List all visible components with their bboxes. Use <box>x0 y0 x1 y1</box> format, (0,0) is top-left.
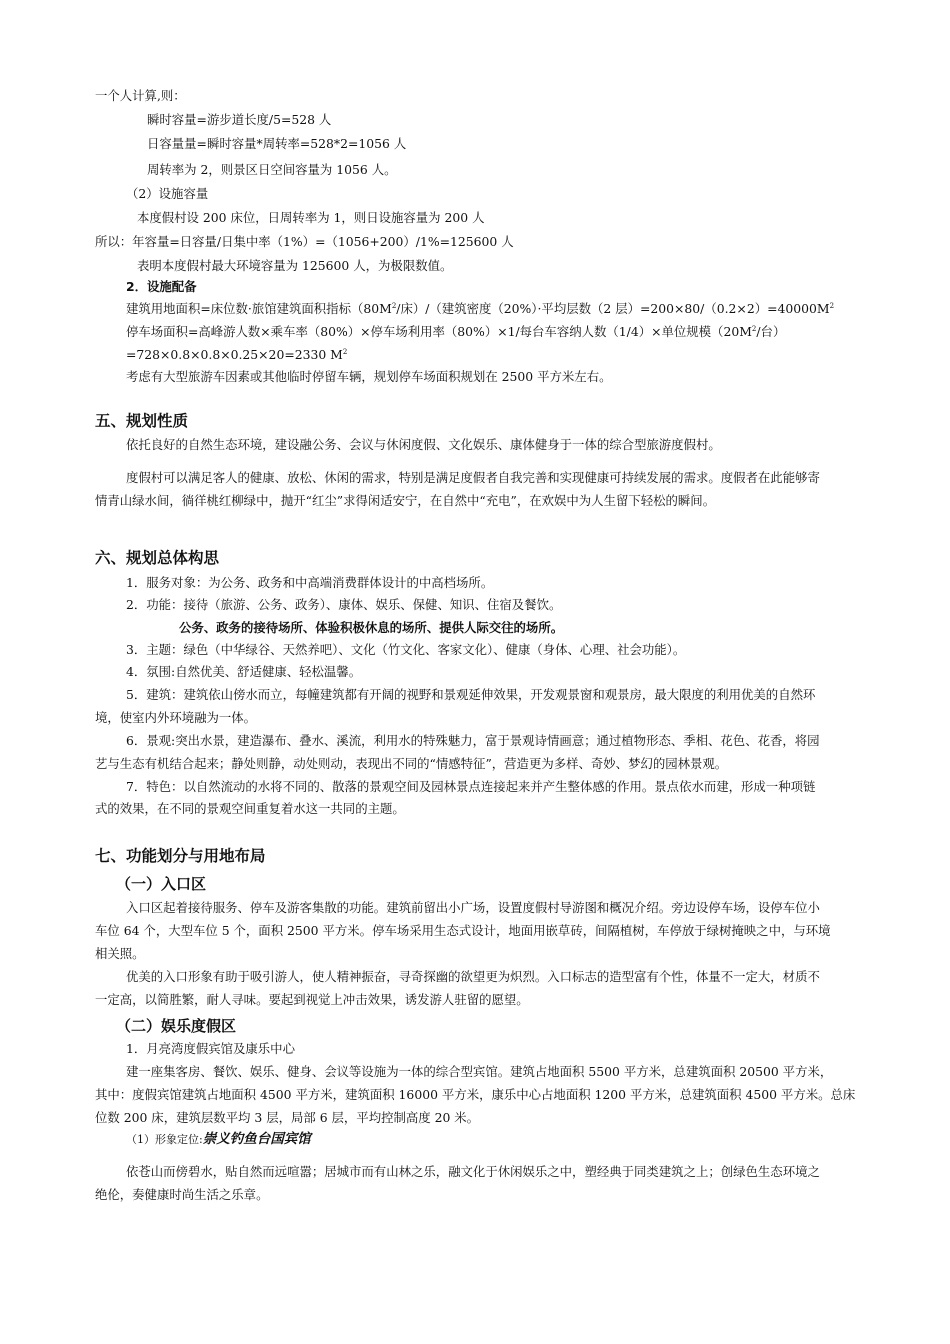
text-line: 周转率为 2，则景区日空间容量为 1056 人。 <box>147 162 397 177</box>
formula-text: /床）/（建筑密度（20%）·平均层数（2 层）=200×80/（0.2×2）=40000M <box>396 301 830 316</box>
text-line: 表明本度假村最大环境容量为 125600 人，为极限数值。 <box>137 258 453 273</box>
text-line: 建一座集客房、餐饮、娱乐、健身、会议等设施为一体的综合型宾馆。建筑占地面积 5500 平方米，总建筑面积 20500 平方米， <box>126 1064 833 1079</box>
text-line: 依托良好的自然生态环境，建设融公务、会议与休闲度假、文化娱乐、康体健身于一体的综合型旅游度假村。 <box>126 437 721 452</box>
superscript: 2 <box>751 324 757 333</box>
text-line: 依苍山而傍碧水，贴自然而远喧嚣；居城市而有山林之乐，融文化于休闲娱乐之中，塑经典于同类建筑之上；创绿色生态环境之 <box>126 1164 820 1179</box>
text-line: 5．建筑：建筑依山傍水而立，每幢建筑都有开阔的视野和景观延伸效果，开发观景窗和观景房，最大限度的利用优美的自然环 <box>126 687 816 702</box>
text-line: 度假村可以满足客人的健康、放松、休闲的需求，特别是满足度假者自我完善和实现健康可持续发展的需求。度假者在此能够寄 <box>126 470 820 485</box>
hotel-name: 崇义钓鱼台国宾馆 <box>202 1131 311 1147</box>
text-line: 瞬时容量=游步道长度/5=528 人 <box>147 112 332 127</box>
formula-line <box>126 324 785 340</box>
text-line: 境，使室内外环境融为一体。 <box>95 710 257 725</box>
subsection-heading: 2．设施配备 <box>126 279 197 294</box>
text-line: 7．特色：以自然流动的水将不同的、散落的景观空间及园林景点连接起来并产生整体感的作用。景点依水而建，形成一种项链 <box>126 779 816 794</box>
section-heading: 五、规划性质 <box>95 412 189 430</box>
text-line: 位数 200 床，建筑层数平均 3 层，局部 6 层，平均控制高度 20 米。 <box>95 1110 480 1125</box>
text-line: 入口区起着接待服务、停车及游客集散的功能。建筑前留出小广场，设置度假村导游图和概况介绍。旁边设停车场，设停车位小 <box>126 900 820 915</box>
superscript: 2 <box>342 347 348 356</box>
superscript: 2 <box>829 301 835 310</box>
text-line: 绝伦，奏健康时尚生活之乐章。 <box>95 1187 269 1202</box>
text-line: 一个人计算,则： <box>95 88 186 103</box>
section-heading: 六、规划总体构思 <box>95 549 220 567</box>
text-line: 相关照。 <box>95 946 145 961</box>
text-line: 艺与生态有机结合起来；静处则静，动处则动，表现出不同的“情感特征”，营造更为多样、奇妙、梦幻的园林景观。 <box>95 756 728 771</box>
text-line: 车位 64 个，大型车位 5 个，面积 2500 平方米。停车场采用生态式设计，地面用嵌草砖，间隔植树，车停放于绿树掩映之中，与环境 <box>95 923 831 938</box>
formula-text: 建筑用地面积=床位数·旅馆建筑面积指标（80M <box>126 301 392 316</box>
text-line: 日容量量=瞬时容量*周转率=528*2=1056 人 <box>147 136 407 151</box>
text-line: 其中：度假宾馆建筑占地面积 4500 平方米，建筑面积 16000 平方米，康乐中心占地面积 1200 平方米，总建筑面积 4500 平方米。总床 <box>95 1087 856 1102</box>
formula-line <box>126 347 347 363</box>
text-line: 所以：年容量=日容量/日集中率（1%）=（1056+200）/1%=125600 人 <box>95 234 514 249</box>
text-line: 1．月亮湾度假宾馆及康乐中心 <box>126 1041 295 1056</box>
text-line: 优美的入口形象有助于吸引游人，使人精神振奋，寻奇探幽的欲望更为炽烈。入口标志的造型富有个性，体量不一定大，材质不 <box>126 969 820 984</box>
text-line: 3．主题：绿色（中华绿谷、天然养吧）、文化（竹文化、客家文化）、健康（身体、心理、社会功能）。 <box>126 642 686 657</box>
text-line: 式的效果，在不同的景观空间重复着水这一共同的主题。 <box>95 801 405 816</box>
section-heading: 七、功能划分与用地布局 <box>95 847 266 865</box>
text-line: 4．氛围:自然优美、舒适健康、轻松温馨。 <box>126 664 362 679</box>
text-line: 考虑有大型旅游车因素或其他临时停留车辆，规划停车场面积规划在 2500 平方米左右。 <box>126 369 612 384</box>
formula-text: 停车场面积=高峰游人数×乘车率（80%）×停车场利用率（80%）×1/每台车容纳人数（1/4）×单位规模（20M <box>126 324 752 339</box>
text-line: 情青山绿水间，徜徉桃红柳绿中，抛开“红尘”求得闲适安宁，在自然中“充电”，在欢娱中为人生留下轻松的瞬间。 <box>95 493 716 508</box>
formula-line <box>126 301 834 317</box>
subsection-heading: （二）娱乐度假区 <box>116 1017 237 1035</box>
text-line: 本度假村设 200 床位，日周转率为 1，则日设施容量为 200 人 <box>137 210 485 225</box>
text-line: 一定高，以简胜繁，耐人寻味。要起到视觉上冲击效果，诱发游人驻留的愿望。 <box>95 992 529 1007</box>
subsection-heading: （一）入口区 <box>116 875 207 893</box>
text-line: 6．景观:突出水景，建造瀑布、叠水、溪流，利用水的特殊魅力，富于景观诗情画意；通过植物形态、季相、花色、花香，将园 <box>126 733 820 748</box>
label-text: （1）形象定位: <box>126 1133 203 1146</box>
emphasis-line: 公务、政务的接待场所、体验积极休息的场所、提供人际交往的场所。 <box>179 620 564 635</box>
text-line <box>126 1131 311 1148</box>
formula-text: /台） <box>756 324 786 339</box>
text-line: 1．服务对象：为公务、政务和中高端消费群体设计的中高档场所。 <box>126 575 494 590</box>
formula-text: =728×0.8×0.8×0.25×20=2330 M <box>126 347 343 362</box>
text-line: 2．功能：接待（旅游、公务、政务）、康体、娱乐、保健、知识、住宿及餐饮。 <box>126 597 562 612</box>
superscript: 2 <box>391 301 397 310</box>
text-line: （2）设施容量 <box>126 186 209 201</box>
